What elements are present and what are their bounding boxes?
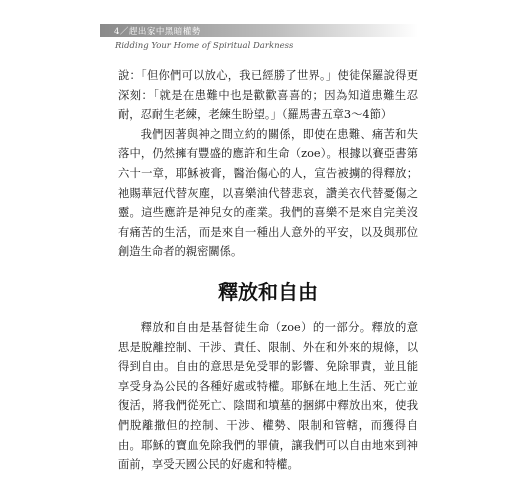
running-header-title: 4／趕出家中黑暗權勢 — [114, 27, 201, 37]
page-body — [118, 66, 418, 475]
body-paragraph-freedom: 釋放和自由是基督徒生命（zoe）的一部分。釋放的意思是脫離控制、干涉、責任、限制、外在和外來的規條，以得到自由。自由的意思是免受罪的影響、免除罪責，並且能享受身為公民的各種好處或特權。耶穌在地上生活、死亡並復活，將我們從死亡、陰間和墳墓的捆綁中釋放出來，使我們脫離撒但的控制、干涉、權勢、限制和管轄，而獲得自由。耶穌的寶血免除我們的罪債，讓我們可以自由地來到神面前，享受天國公民的好處和特權。 — [118, 320, 418, 472]
running-header-subtitle: Ridding Your Home of Spiritual Darkness — [115, 41, 294, 51]
body-paragraph-covenant: 我們因著與神之間立約的關係，即使在患難、痛苦和失落中，仍然擁有豐盛的應許和生命（zoe）。根據以賽亞書第六十一章，耶穌被膏，醫治傷心的人，宣告被擄的得釋放；祂賜華冠代替灰塵，以喜樂油代替悲哀，讚美衣代替憂傷之靈。這些應許是神兒女的產業。我們的喜樂不是來自完美沒有痛苦的生活，而是來自一種出人意外的平安，以及與那位創造生命者的親密關係。 — [118, 127, 418, 259]
body-paragraph-continued: 說：「但你們可以放心，我已經勝了世界。」使徒保羅說得更深刻：「就是在患難中也是歡歡喜喜的；因為知道患難生忍耐，忍耐生老練，老練生盼望。」（羅馬書五章3～4節） — [118, 69, 418, 122]
section-heading: 釋放和自由 — [218, 279, 318, 304]
